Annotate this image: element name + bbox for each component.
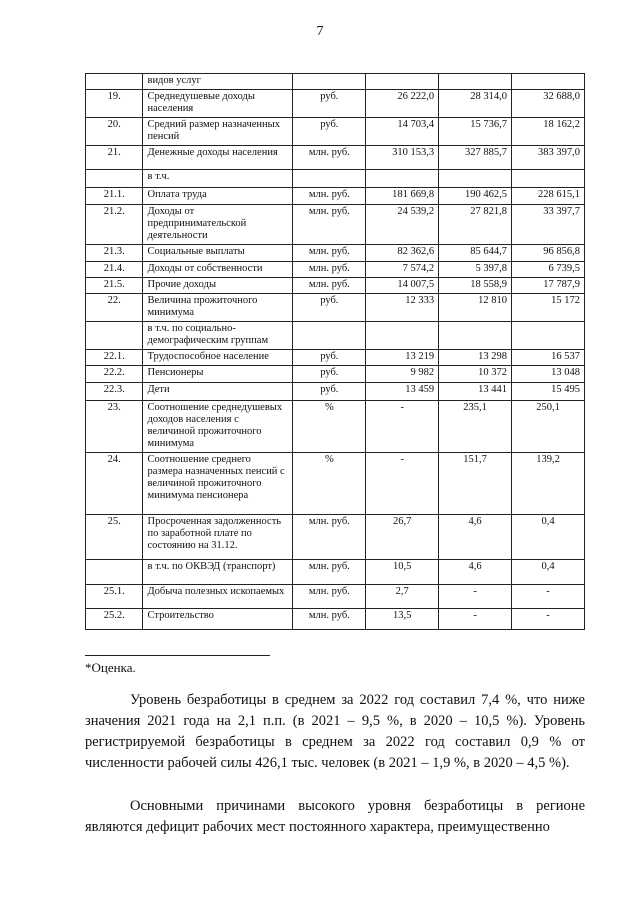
value-col2: 13 298 xyxy=(439,350,512,366)
value-col3 xyxy=(512,322,585,350)
unit: млн. руб. xyxy=(293,585,366,609)
value-col1 xyxy=(366,170,439,188)
indicator-name: Соотношение среднедушевых доходов населения с величиной прожиточного минимума xyxy=(143,401,293,453)
value-col2: 12 810 xyxy=(439,294,512,322)
table-row xyxy=(86,188,585,205)
indicator-name: Дети xyxy=(143,383,293,401)
value-col1: 14 007,5 xyxy=(366,278,439,294)
paragraph-reasons: Основными причинами высокого уровня безработицы в регионе являются дефицит рабочих мест постоянного характера, преимущественно xyxy=(85,798,585,835)
value-col3: 6 739,5 xyxy=(512,262,585,278)
indicator-name: Прочие доходы xyxy=(143,278,293,294)
value-col1: 7 574,2 xyxy=(366,262,439,278)
indicator-name: Соотношение среднего размера назначенных пенсий с величиной прожиточного минимума пенсионера xyxy=(143,453,293,515)
value-col1: 13 459 xyxy=(366,383,439,401)
indicator-name: в т.ч. по социально-демографическим группам xyxy=(143,322,293,350)
row-number: 21. xyxy=(86,146,143,170)
row-number: 21.4. xyxy=(86,262,143,278)
indicator-name: Величина прожиточного минимума xyxy=(143,294,293,322)
indicator-name: Просроченная задолженность по заработной плате по состоянию на 31.12. xyxy=(143,515,293,560)
table-row xyxy=(86,245,585,262)
value-col2: - xyxy=(439,585,512,609)
footnote-divider xyxy=(85,655,270,656)
indicator-name: Трудоспособное население xyxy=(143,350,293,366)
row-number xyxy=(86,560,143,585)
table-row xyxy=(86,322,585,350)
value-col1: 13,5 xyxy=(366,609,439,630)
value-col3: 32 688,0 xyxy=(512,90,585,118)
table-row xyxy=(86,453,585,515)
row-number: 21.1. xyxy=(86,188,143,205)
value-col1: 310 153,3 xyxy=(366,146,439,170)
row-number: 20. xyxy=(86,118,143,146)
indicator-name: Средний размер назначенных пенсий xyxy=(143,118,293,146)
table-row xyxy=(86,515,585,560)
value-col2: 235,1 xyxy=(439,401,512,453)
value-col3: 0,4 xyxy=(512,560,585,585)
value-col3: 96 856,8 xyxy=(512,245,585,262)
table-row xyxy=(86,401,585,453)
table-row xyxy=(86,366,585,383)
value-col3: - xyxy=(512,609,585,630)
table-row xyxy=(86,146,585,170)
unit: млн. руб. xyxy=(293,560,366,585)
unit xyxy=(293,322,366,350)
row-number: 25. xyxy=(86,515,143,560)
unit: руб. xyxy=(293,90,366,118)
table-row xyxy=(86,383,585,401)
paragraph-unemployment: Уровень безработицы в среднем за 2022 год составил 7,4 %, что ниже значения 2021 года на 2,1 п.п. (в 2021 – 9,5 %, в 2020 – 10,5 %). Уровень регистрируемой безработицы в среднем за 2022 год составил 0,9 % от численности рабочей силы 426,1 тыс. человек (в 2021 – 1,9 %, в 2020 – 4,5 %). xyxy=(85,692,585,771)
unit: руб. xyxy=(293,383,366,401)
row-number: 22. xyxy=(86,294,143,322)
value-col1: 10,5 xyxy=(366,560,439,585)
unit: млн. руб. xyxy=(293,205,366,245)
unit: руб. xyxy=(293,118,366,146)
footnote: *Оценка. xyxy=(85,660,136,675)
table-row xyxy=(86,560,585,585)
table-row xyxy=(86,609,585,630)
value-col1: 14 703,4 xyxy=(366,118,439,146)
value-col2: 10 372 xyxy=(439,366,512,383)
value-col3 xyxy=(512,170,585,188)
statistics-table xyxy=(85,73,585,630)
row-number: 22.2. xyxy=(86,366,143,383)
value-col2 xyxy=(439,74,512,90)
table-row xyxy=(86,585,585,609)
value-col1: - xyxy=(366,453,439,515)
unit: руб. xyxy=(293,366,366,383)
row-number: 25.1. xyxy=(86,585,143,609)
value-col3: 15 495 xyxy=(512,383,585,401)
table-row xyxy=(86,118,585,146)
row-number xyxy=(86,170,143,188)
indicator-name: Доходы от собственности xyxy=(143,262,293,278)
value-col2: 13 441 xyxy=(439,383,512,401)
value-col3: 250,1 xyxy=(512,401,585,453)
value-col1: 26 222,0 xyxy=(366,90,439,118)
table-row xyxy=(86,205,585,245)
unit: руб. xyxy=(293,294,366,322)
value-col3: 139,2 xyxy=(512,453,585,515)
value-col1: 9 982 xyxy=(366,366,439,383)
value-col2: 4,6 xyxy=(439,515,512,560)
value-col1: 24 539,2 xyxy=(366,205,439,245)
value-col2 xyxy=(439,170,512,188)
unit: руб. xyxy=(293,350,366,366)
value-col1: - xyxy=(366,401,439,453)
value-col3: 0,4 xyxy=(512,515,585,560)
unit xyxy=(293,170,366,188)
unit: млн. руб. xyxy=(293,146,366,170)
table-row xyxy=(86,170,585,188)
value-col2 xyxy=(439,322,512,350)
indicator-name: Добыча полезных ископаемых xyxy=(143,585,293,609)
row-number: 25.2. xyxy=(86,609,143,630)
value-col2: 27 821,8 xyxy=(439,205,512,245)
unit xyxy=(293,74,366,90)
value-col1: 26,7 xyxy=(366,515,439,560)
row-number: 21.2. xyxy=(86,205,143,245)
page-number: 7 xyxy=(316,24,324,39)
value-col3: 383 397,0 xyxy=(512,146,585,170)
table-row xyxy=(86,74,585,90)
indicator-name: Доходы от предпринимательской деятельности xyxy=(143,205,293,245)
indicator-name: Строительство xyxy=(143,609,293,630)
indicator-name: Среднедушевые доходы населения xyxy=(143,90,293,118)
value-col2: - xyxy=(439,609,512,630)
value-col2: 5 397,8 xyxy=(439,262,512,278)
value-col3: 16 537 xyxy=(512,350,585,366)
value-col1: 181 669,8 xyxy=(366,188,439,205)
unit: % xyxy=(293,453,366,515)
row-number xyxy=(86,322,143,350)
row-number: 23. xyxy=(86,401,143,453)
indicator-name: в т.ч. xyxy=(143,170,293,188)
row-number: 19. xyxy=(86,90,143,118)
value-col1 xyxy=(366,74,439,90)
value-col1 xyxy=(366,322,439,350)
value-col3: 15 172 xyxy=(512,294,585,322)
indicator-name: Социальные выплаты xyxy=(143,245,293,262)
row-number: 21.5. xyxy=(86,278,143,294)
value-col2: 327 885,7 xyxy=(439,146,512,170)
value-col3 xyxy=(512,74,585,90)
table-row xyxy=(86,262,585,278)
table-row xyxy=(86,350,585,366)
value-col1: 82 362,6 xyxy=(366,245,439,262)
row-number: 22.3. xyxy=(86,383,143,401)
value-col3: 18 162,2 xyxy=(512,118,585,146)
unit: млн. руб. xyxy=(293,609,366,630)
value-col3: 17 787,9 xyxy=(512,278,585,294)
value-col2: 18 558,9 xyxy=(439,278,512,294)
row-number: 22.1. xyxy=(86,350,143,366)
value-col2: 28 314,0 xyxy=(439,90,512,118)
value-col1: 2,7 xyxy=(366,585,439,609)
value-col2: 151,7 xyxy=(439,453,512,515)
indicator-name: Пенсионеры xyxy=(143,366,293,383)
value-col2: 4,6 xyxy=(439,560,512,585)
value-col3: 228 615,1 xyxy=(512,188,585,205)
table-row xyxy=(86,278,585,294)
value-col2: 85 644,7 xyxy=(439,245,512,262)
indicator-name: видов услуг xyxy=(143,74,293,90)
value-col1: 13 219 xyxy=(366,350,439,366)
row-number: 21.3. xyxy=(86,245,143,262)
unit: млн. руб. xyxy=(293,515,366,560)
indicator-name: Денежные доходы населения xyxy=(143,146,293,170)
unit: млн. руб. xyxy=(293,262,366,278)
value-col1: 12 333 xyxy=(366,294,439,322)
value-col3: 13 048 xyxy=(512,366,585,383)
row-number xyxy=(86,74,143,90)
table-row xyxy=(86,294,585,322)
table-row xyxy=(86,90,585,118)
value-col3: 33 397,7 xyxy=(512,205,585,245)
value-col2: 190 462,5 xyxy=(439,188,512,205)
row-number: 24. xyxy=(86,453,143,515)
unit: млн. руб. xyxy=(293,278,366,294)
value-col3: - xyxy=(512,585,585,609)
unit: % xyxy=(293,401,366,453)
unit: млн. руб. xyxy=(293,245,366,262)
indicator-name: в т.ч. по ОКВЭД (транспорт) xyxy=(143,560,293,585)
value-col2: 15 736,7 xyxy=(439,118,512,146)
indicator-name: Оплата труда xyxy=(143,188,293,205)
unit: млн. руб. xyxy=(293,188,366,205)
